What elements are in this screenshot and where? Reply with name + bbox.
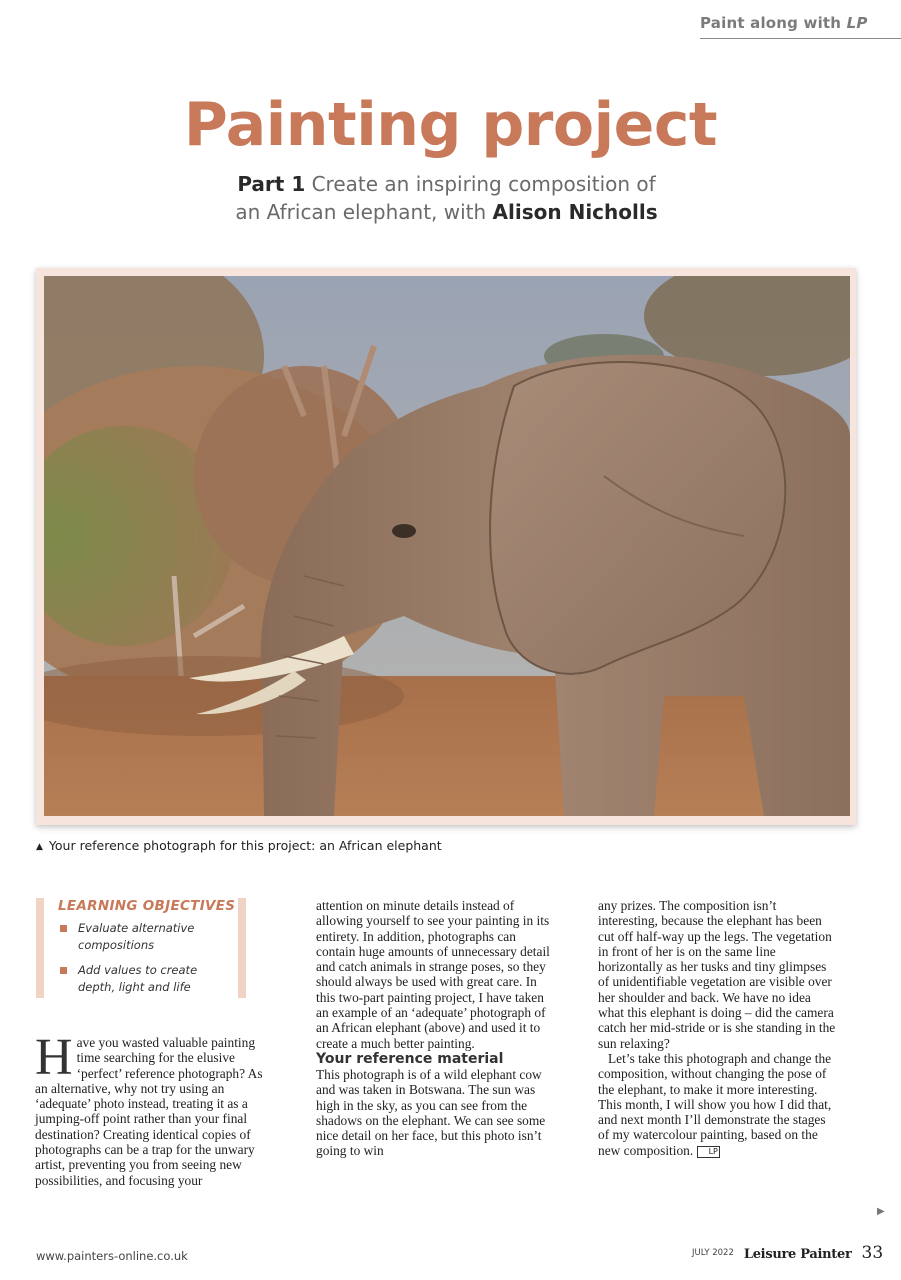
reference-photo-frame [36,268,856,825]
page-number: 33 [861,1243,884,1263]
caption-triangle-icon: ▲ [36,842,43,852]
caption-text: Your reference photograph for this project: an African elephant [48,838,442,853]
objectives-left-bar [36,898,44,998]
running-head-lp: LP [846,14,868,32]
body-column-2 [316,898,556,1159]
col2-text: attention on minute details instead of allowing yourself to see your painting in its entirety. In addition, photographs can contain huge amounts of unnecessary detail and catch animals in strange poses, so they should always be used with great care. In this two-part painting project, I have taken an example of an ‘adequate’ photograph of an African elephant (above) and used it to create a much better painting. [316,898,550,1051]
running-head [700,14,901,39]
intro-paragraph [35,1029,265,1188]
body-column-1 [35,1029,265,1188]
col3-text-b: Let’s take this photograph and change the composition, without changing the pose of the elephant, to make it more interesting. This month, I will show you how I did that, and next month I’ll demonstrate the stages of my watercolour painting, based on the new composition. [598,1050,832,1158]
objectives-right-bar [238,898,246,998]
subtitle-line2: an African elephant, with [235,200,493,224]
objective-item [58,920,233,954]
next-page-arrow-icon: ▶ [877,1206,885,1217]
col3-text: any prizes. The composition isn’t interesting, because the elephant has been cut off half-way up the legs. The vegetation in front of her is on the same line horizontally as her tusks and tiny glimpses of unidentifiable vegetation are visible over her shoulder and back. We have no idea what this elephant is doing – did the camera catch her mid-stride or is she standing in the sun relaxing? [598,898,836,1051]
page-title: Painting project [183,90,718,160]
subtitle-author: Alison Nicholls [492,200,658,224]
objective-text: Add values to create depth, light and life [78,963,198,994]
objective-text: Evaluate alternative compositions [78,921,195,952]
body-column-3 [598,898,838,1158]
section-subhead: Your reference material [316,1050,504,1067]
objective-item [58,962,233,996]
footer-magazine-name: Leisure Painter [743,1247,852,1262]
col1-text: ave you wasted valuable painting time searching for the elusive ‘perfect’ reference photograph? As an alternative, why not try using an ‘adequate’ photo instead, treating it as a jumping-off point rather than your final destination? Creating identical copies of photographs can be a trap for the unwary artist, preventing you from seeing new possibilities, and focusing your [35,1035,263,1188]
objectives-list [58,920,233,1004]
footer-right [692,1243,883,1263]
end-mark-icon: LP [697,1146,720,1158]
col2-text-b: This photograph is of a wild elephant cow and was taken in Botswana. The sun was high in the sky, as you can see from the shadows on the elephant. We can see some nice detail on her face, but this photo isn’t going to win [316,1066,546,1159]
bullet-square-icon [60,967,67,974]
bullet-square-icon [60,925,67,932]
learning-objectives-box [36,898,246,998]
footer-date: JULY 2022 [692,1248,734,1258]
elephant-photo [44,276,850,816]
subtitle-part: Part 1 [237,172,306,196]
subtitle-line1: Create an inspiring composition of [305,172,656,196]
page-subtitle [0,170,893,226]
dropcap: H [35,1029,73,1086]
col3-paragraph-b [598,1051,838,1158]
objectives-heading: LEARNING OBJECTIVES [58,898,236,914]
photo-caption [36,838,442,853]
footer-url: www.painters-online.co.uk [36,1249,188,1263]
running-head-text: Paint along with [700,14,847,32]
